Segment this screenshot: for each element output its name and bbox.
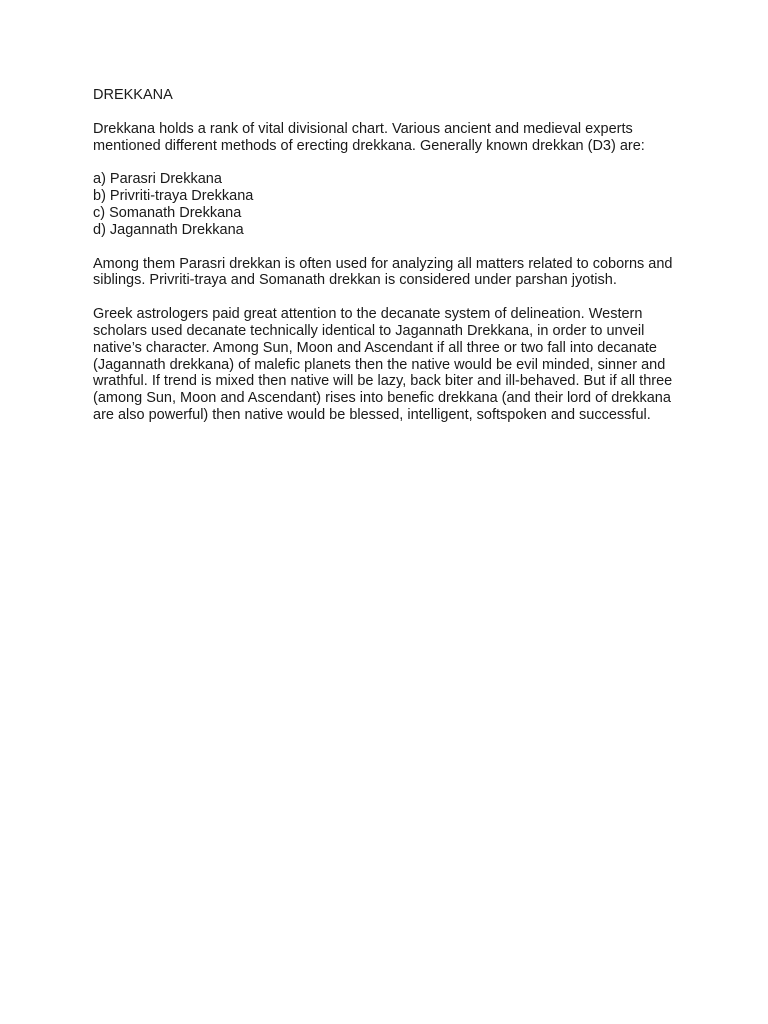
drekkana-list [93, 171, 678, 238]
greek-astrologers-paragraph: Greek astrologers paid great attention to the decanate system of delineation. Western scholars used decanate technically identical to Jagannath Drekkana, in order to unveil native’s character. Among Sun, Moon and Ascendant if all three or two fall into decanate (Jagannath drekkana) of malefic planets then the native would be evil minded, sinner and wrathful. If trend is mixed then native will be lazy, back biter and ill-behaved. But if all three (among Sun, Moon and Ascendant) rises into benefic drekkana (and their lord of drekkana are also powerful) then native would be blessed, intelligent, softspoken and successful. [93, 306, 673, 423]
list-item: b) Privriti-traya Drekkana [93, 188, 254, 205]
document-title: DREKKANA [93, 87, 173, 103]
list-item: d) Jagannath Drekkana [93, 221, 244, 238]
document-page [93, 87, 678, 441]
list-item: a) Parasri Drekkana [93, 171, 222, 188]
list-item: c) Somanath Drekkana [93, 204, 242, 221]
intro-paragraph: Drekkana holds a rank of vital divisional chart. Various ancient and medieval experts mentioned different methods of erecting drekkana. Generally known drekkan (D3) are: [93, 120, 645, 154]
parasri-paragraph: Among them Parasri drekkan is often used for analyzing all matters related to coborns and siblings. Privriti-traya and Somanath drekkan is considered under parshan jyotish. [93, 255, 673, 289]
